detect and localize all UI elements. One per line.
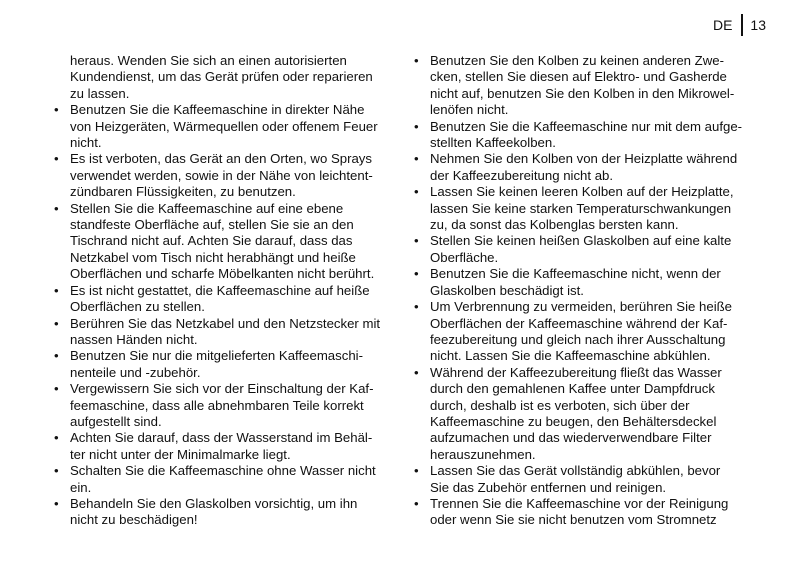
list-item [410, 151, 755, 184]
bullet-icon: • [54, 151, 59, 167]
list-item-text: Benutzen Sie die Kaffeemaschine nicht, wenn der Glaskolben beschädigt ist. [430, 266, 721, 298]
list-item [410, 496, 755, 529]
list-item-text: Vergewissern Sie sich vor der Einschaltung der Kaf- feemaschine, dass alle abnehmbaren Teile korrekt aufgestellt sind. [70, 381, 374, 429]
list-item-text: Trennen Sie die Kaffeemaschine vor der Reinigung oder wenn Sie sie nicht benutzen vom Stromnetz [430, 495, 729, 528]
bullet-icon: • [414, 233, 419, 249]
list-item [50, 102, 390, 151]
header-divider [741, 14, 743, 36]
list-item-text: Achten Sie darauf, dass der Wasserstand im Behäl- ter nicht unter der Minimalmarke liegt. [70, 430, 373, 462]
list-item [50, 151, 390, 200]
right-bullet-list [410, 53, 755, 529]
list-item-text: Stellen Sie die Kaffeemaschine auf eine ebene standfeste Oberfläche auf, stellen Sie sie an den Tischrand nicht auf. Achten Sie darauf, dass das Netzkabel vom Tisch nicht herabhängt und heiße Oberflächen und scharfe Möbelkanten nicht berührt. [70, 200, 375, 282]
right-column [410, 53, 755, 529]
list-item-text: Lassen Sie das Gerät vollständig abkühlen, bevor Sie das Zubehör entfernen und reinigen. [430, 463, 721, 495]
left-bullet-list [50, 102, 390, 529]
list-item-text: Stellen Sie keinen heißen Glaskolben auf eine kalte Oberfläche. [430, 233, 732, 265]
bullet-icon: • [414, 266, 419, 282]
list-item [50, 381, 390, 430]
list-item-text: Es ist nicht gestattet, die Kaffeemaschine auf heiße Oberflächen zu stellen. [70, 282, 370, 315]
list-item [50, 348, 390, 381]
page-number: 13 [750, 17, 766, 33]
list-item [410, 119, 755, 152]
list-item-text: Lassen Sie keinen leeren Kolben auf der Heizplatte, lassen Sie keine starken Temperaturschwankungen zu, da sonst das Kolbenglas bersten kann. [430, 184, 734, 233]
list-item-text: Benutzen Sie die Kaffeemaschine nur mit dem aufge- stellten Kaffeekolben. [430, 118, 743, 151]
list-item [50, 316, 390, 349]
bullet-icon: • [54, 430, 59, 446]
bullet-icon: • [414, 364, 419, 380]
bullet-icon: • [54, 102, 59, 118]
bullet-icon: • [54, 463, 59, 479]
list-item-text: Während der Kaffeezubereitung fließt das Wasser durch den gemahlenen Kaffee unter Dampfdruck durch, deshalb ist es verboten, sich über der Kaffeemaschine zu beugen, den Behältersdeckel aufzumachen und das wiederverwendbare Filter herauszunehmen. [430, 364, 722, 462]
left-column [50, 53, 390, 529]
list-item-text: Behandeln Sie den Glaskolben vorsichtig, um ihn nicht zu beschädigen! [70, 495, 358, 528]
list-item [410, 233, 755, 266]
list-item [410, 463, 755, 496]
bullet-icon: • [414, 118, 419, 134]
list-item-text: Nehmen Sie den Kolben von der Heizplatte während der Kaffeezubereitung nicht ab. [430, 151, 738, 183]
list-item-text: Um Verbrennung zu vermeiden, berühren Sie heiße Oberflächen der Kaffeemaschine während der Kaf- feezubereitung und gleich nach ihrer Ausschaltung nicht. Lassen Sie die Kaffeemaschine abkühlen. [430, 299, 733, 364]
list-item [50, 201, 390, 283]
page-header [713, 14, 766, 36]
list-item-text: Schalten Sie die Kaffeemaschine ohne Wasser nicht ein. [70, 463, 376, 495]
list-item-text: Benutzen Sie nur die mitgelieferten Kaffeemaschi- nenteile und -zubehör. [70, 348, 363, 380]
list-item-text: Benutzen Sie die Kaffeemaschine in direkter Nähe von Heizgeräten, Wärmequellen oder offenem Feuer nicht. [70, 102, 378, 151]
bullet-icon: • [414, 151, 419, 167]
bullet-icon: • [54, 381, 59, 397]
list-item [410, 365, 755, 463]
list-item [410, 53, 755, 119]
continuation-paragraph: heraus. Wenden Sie sich an einen autorisierten Kundendienst, um das Gerät prüfen oder reparieren zu lassen. [70, 53, 373, 101]
list-item [50, 430, 390, 463]
bullet-icon: • [54, 348, 59, 364]
list-item-text: Berühren Sie das Netzkabel und den Netzstecker mit nassen Händen nicht. [70, 315, 381, 347]
list-item [410, 266, 755, 299]
list-item [410, 184, 755, 233]
bullet-icon: • [414, 53, 419, 68]
list-item [50, 496, 390, 529]
bullet-icon: • [414, 463, 419, 479]
list-item-text: Benutzen Sie den Kolben zu keinen anderen Zwe- cken, stellen Sie diesen auf Elektro- und Gasherde nicht auf, benutzen Sie den Kolben in den Mikrowel- lenöfen nicht. [430, 53, 735, 118]
list-item-text: Es ist verboten, das Gerät an den Orten, wo Sprays verwendet werden, sowie in der Nähe von leichtent- zündbaren Flüssigkeiten, zu benutzen. [70, 151, 373, 200]
bullet-icon: • [54, 495, 59, 511]
list-item [50, 283, 390, 316]
bullet-icon: • [54, 282, 59, 298]
language-label: DE [712, 17, 733, 33]
bullet-icon: • [414, 184, 419, 200]
list-item [50, 463, 390, 496]
bullet-icon: • [414, 495, 419, 511]
bullet-icon: • [54, 200, 59, 216]
bullet-icon: • [414, 299, 419, 315]
list-item [410, 299, 755, 365]
bullet-icon: • [54, 315, 59, 331]
